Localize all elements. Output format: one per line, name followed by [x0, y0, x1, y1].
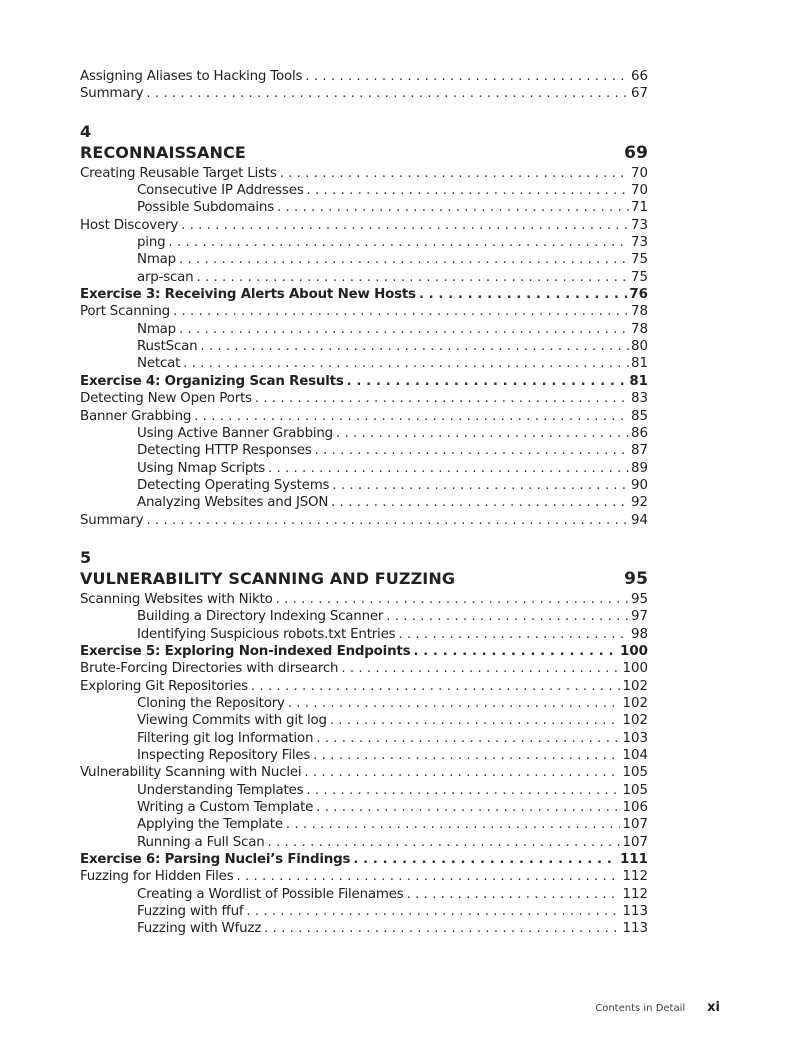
footer-label: Contents in Detail: [595, 1003, 686, 1014]
toc-entry[interactable]: [80, 851, 648, 868]
toc-entry-title: Summary: [80, 512, 144, 528]
dot-leader: [179, 321, 629, 338]
toc-entry[interactable]: [80, 747, 648, 764]
toc-entry[interactable]: [80, 643, 648, 660]
toc-entry[interactable]: [80, 678, 648, 695]
dot-leader: [194, 408, 629, 425]
toc-entry[interactable]: [80, 286, 648, 303]
dot-leader: [304, 764, 620, 781]
page-footer: [595, 1000, 720, 1015]
toc-entry[interactable]: [80, 608, 648, 625]
toc-entry-title: Creating a Wordlist of Possible Filenames: [137, 886, 404, 902]
toc-entry-title: Exploring Git Repositories: [80, 678, 248, 694]
table-of-contents: [80, 68, 648, 938]
dot-leader: [336, 425, 629, 442]
toc-entry-page: 67: [630, 86, 648, 102]
toc-entry[interactable]: [80, 712, 648, 729]
toc-entry[interactable]: [80, 425, 648, 442]
toc-entry-page: 107: [622, 834, 648, 850]
toc-entry-title: Exercise 3: Receiving Alerts About New Hosts: [80, 287, 416, 303]
toc-entry-page: 112: [622, 869, 648, 885]
chapter-page: 95: [624, 568, 648, 589]
dot-leader: [246, 903, 620, 920]
dot-leader: [181, 217, 629, 234]
toc-entry-page: 75: [630, 252, 648, 268]
toc-entry-title: RustScan: [137, 339, 198, 355]
dot-leader: [276, 591, 629, 608]
chapter-number: 4: [80, 121, 92, 141]
toc-entry[interactable]: [80, 68, 648, 85]
toc-entry-page: 78: [630, 304, 648, 320]
toc-entry-page: 66: [630, 69, 648, 84]
dot-leader: [183, 355, 629, 372]
toc-entry-title: Fuzzing with ffuf: [137, 904, 244, 920]
toc-entry-title: Creating Reusable Target Lists: [80, 165, 277, 181]
toc-entry-page: 103: [622, 730, 648, 746]
toc-entry[interactable]: [80, 494, 648, 511]
toc-entry[interactable]: [80, 373, 648, 390]
dot-leader: [146, 512, 629, 529]
toc-entry[interactable]: [80, 816, 648, 833]
toc-entry-title: Detecting New Open Ports: [80, 391, 252, 407]
toc-entry-page: 106: [622, 800, 648, 816]
toc-entry-page: 78: [630, 321, 648, 337]
toc-entry-title: Understanding Templates: [137, 782, 304, 798]
intro-entries: [80, 68, 648, 103]
toc-entry[interactable]: [80, 834, 648, 851]
toc-entry[interactable]: [80, 390, 648, 407]
toc-entry-title: Exercise 4: Organizing Scan Results: [80, 373, 344, 389]
dot-leader: [413, 643, 618, 660]
dot-leader: [316, 799, 620, 816]
toc-entry[interactable]: [80, 886, 648, 903]
toc-entry[interactable]: [80, 460, 648, 477]
toc-entry-title: Cloning the Repository: [137, 695, 285, 711]
toc-entry[interactable]: [80, 591, 648, 608]
toc-entry-title: Consecutive IP Addresses: [137, 183, 304, 199]
toc-entry-page: 81: [629, 373, 648, 389]
toc-entry[interactable]: [80, 217, 648, 234]
dot-leader: [251, 678, 621, 695]
toc-entry-title: Assigning Aliases to Hacking Tools: [80, 69, 303, 84]
toc-entry-title: Netcat: [137, 356, 181, 372]
toc-entry[interactable]: [80, 321, 648, 338]
dot-leader: [264, 920, 620, 937]
toc-entry-page: 105: [622, 765, 648, 781]
chapter-section: [80, 122, 648, 529]
dot-leader: [288, 695, 621, 712]
dot-leader: [168, 234, 629, 251]
toc-entry-page: 97: [630, 609, 648, 625]
toc-entry[interactable]: [80, 764, 648, 781]
toc-entry-page: 70: [630, 183, 648, 199]
chapter-number: 5: [80, 547, 92, 567]
toc-entry-page: 104: [622, 748, 648, 763]
toc-entry[interactable]: [80, 251, 648, 268]
dot-leader: [347, 373, 628, 390]
toc-entry-title: Vulnerability Scanning with Nuclei: [80, 765, 302, 781]
toc-entry-title: Exercise 5: Exploring Non-indexed Endpoints: [80, 643, 411, 659]
toc-entry[interactable]: [80, 234, 648, 251]
toc-entry-page: 92: [630, 495, 648, 511]
dot-leader: [332, 477, 629, 494]
toc-entry-page: 83: [630, 391, 648, 407]
toc-entry[interactable]: [80, 269, 648, 286]
toc-entry[interactable]: [80, 442, 648, 459]
toc-entry-page: 70: [630, 165, 648, 181]
toc-entry-page: 73: [630, 235, 648, 251]
footer-page-number: xi: [707, 1000, 720, 1015]
toc-entry-title: Writing a Custom Template: [137, 800, 314, 816]
toc-entry-title: Building a Directory Indexing Scanner: [137, 609, 384, 625]
toc-entry-title: Port Scanning: [80, 304, 170, 320]
toc-entry-page: 100: [620, 643, 648, 659]
toc-entry-page: 80: [630, 339, 648, 355]
toc-entry-page: 95: [630, 591, 648, 607]
dot-leader: [353, 851, 618, 868]
toc-entry-page: 102: [622, 695, 648, 711]
toc-entry-title: Analyzing Websites and JSON: [137, 495, 329, 511]
toc-entry[interactable]: [80, 660, 648, 677]
dot-leader: [277, 199, 629, 216]
toc-entry[interactable]: [80, 477, 648, 494]
toc-entry-page: 98: [630, 626, 648, 642]
toc-entry-title: Nmap: [137, 321, 176, 337]
toc-entry-page: 113: [622, 921, 648, 937]
chapters-container: [80, 122, 648, 938]
toc-entry-page: 94: [630, 512, 648, 528]
toc-entry-page: 89: [630, 460, 648, 476]
chapter-heading[interactable]: [80, 567, 648, 591]
dot-leader: [306, 782, 620, 799]
toc-entry-page: 85: [630, 408, 648, 424]
toc-entry-title: Using Nmap Scripts: [137, 460, 265, 476]
dot-leader: [173, 303, 629, 320]
toc-entry-page: 81: [630, 356, 648, 372]
chapter-title: VULNERABILITY SCANNING AND FUZZING: [80, 568, 456, 588]
toc-entry[interactable]: [80, 782, 648, 799]
dot-leader: [330, 712, 621, 729]
toc-entry[interactable]: [80, 199, 648, 216]
toc-entry[interactable]: [80, 868, 648, 885]
dot-leader: [313, 747, 620, 764]
dot-leader: [268, 460, 629, 477]
toc-entry-page: 86: [630, 425, 648, 441]
toc-entry-title: Fuzzing for Hidden Files: [80, 869, 234, 885]
toc-entry[interactable]: [80, 85, 648, 102]
toc-entry-title: arp-scan: [137, 269, 194, 285]
toc-entry-title: Filtering git log Information: [137, 730, 314, 746]
toc-entry[interactable]: [80, 355, 648, 372]
toc-entry-title: Using Active Banner Grabbing: [137, 425, 333, 441]
toc-entry[interactable]: [80, 512, 648, 529]
toc-entry-title: Summary: [80, 86, 144, 102]
toc-entry[interactable]: [80, 338, 648, 355]
dot-leader: [268, 834, 621, 851]
dot-leader: [419, 286, 628, 303]
toc-entry-title: Scanning Websites with Nikto: [80, 591, 273, 607]
toc-entry[interactable]: [80, 695, 648, 712]
toc-entry-page: 107: [622, 817, 648, 833]
toc-entry-page: 102: [622, 678, 648, 694]
toc-entry[interactable]: [80, 303, 648, 320]
dot-leader: [146, 85, 629, 102]
toc-entry-page: 113: [622, 904, 648, 920]
toc-entry-title: Inspecting Repository Files: [137, 748, 311, 763]
toc-entry-title: Identifying Suspicious robots.txt Entries: [137, 626, 396, 642]
dot-leader: [407, 886, 621, 903]
dot-leader: [341, 660, 620, 677]
toc-entry-title: Detecting HTTP Responses: [137, 443, 312, 459]
toc-entry-title: Viewing Commits with git log: [137, 713, 327, 729]
toc-entry-title: Detecting Operating Systems: [137, 477, 330, 493]
dot-leader: [386, 608, 629, 625]
chapter-heading[interactable]: [80, 141, 648, 165]
toc-entry[interactable]: [80, 730, 648, 747]
toc-entry-page: 100: [622, 661, 648, 677]
dot-leader: [200, 338, 629, 355]
toc-entry-page: 75: [630, 269, 648, 285]
chapter-section: [80, 548, 648, 938]
toc-entry-title: Brute-Forcing Directories with dirsearch: [80, 661, 339, 677]
toc-entry-title: Exercise 6: Parsing Nuclei’s Findings: [80, 852, 351, 868]
dot-leader: [331, 494, 629, 511]
toc-entry-page: 112: [622, 886, 648, 902]
dot-leader: [280, 165, 629, 182]
toc-entry[interactable]: [80, 626, 648, 643]
toc-entry-title: Host Discovery: [80, 217, 179, 233]
toc-entry-title: Running a Full Scan: [137, 834, 265, 850]
toc-entry-page: 90: [630, 477, 648, 493]
toc-entry-page: 76: [629, 287, 648, 303]
toc-entry-title: Banner Grabbing: [80, 408, 192, 424]
toc-entry-page: 87: [630, 443, 648, 459]
toc-entry-page: 102: [622, 713, 648, 729]
toc-entry-title: ping: [137, 235, 166, 251]
dot-leader: [196, 269, 628, 286]
dot-leader: [286, 816, 621, 833]
dot-leader: [316, 730, 620, 747]
toc-entry-title: Nmap: [137, 252, 176, 268]
dot-leader: [307, 182, 629, 199]
toc-entry[interactable]: [80, 903, 648, 920]
toc-entry-page: 105: [622, 782, 648, 798]
toc-entry[interactable]: [80, 799, 648, 816]
toc-entry-page: 71: [630, 200, 648, 216]
toc-entry-page: 73: [630, 217, 648, 233]
dot-leader: [398, 626, 629, 643]
toc-entry-title: Applying the Template: [137, 817, 283, 833]
toc-entry[interactable]: [80, 920, 648, 937]
dot-leader: [305, 68, 629, 85]
dot-leader: [179, 251, 629, 268]
toc-entry[interactable]: [80, 182, 648, 199]
toc-entry[interactable]: [80, 165, 648, 182]
chapter-title: RECONNAISSANCE: [80, 142, 246, 162]
toc-entry-title: Possible Subdomains: [137, 200, 274, 216]
dot-leader: [255, 390, 629, 407]
toc-entry-page: 111: [620, 852, 648, 868]
dot-leader: [315, 442, 629, 459]
toc-entry[interactable]: [80, 408, 648, 425]
toc-entry-title: Fuzzing with Wfuzz: [137, 921, 262, 937]
chapter-page: 69: [624, 142, 648, 163]
dot-leader: [237, 868, 621, 885]
